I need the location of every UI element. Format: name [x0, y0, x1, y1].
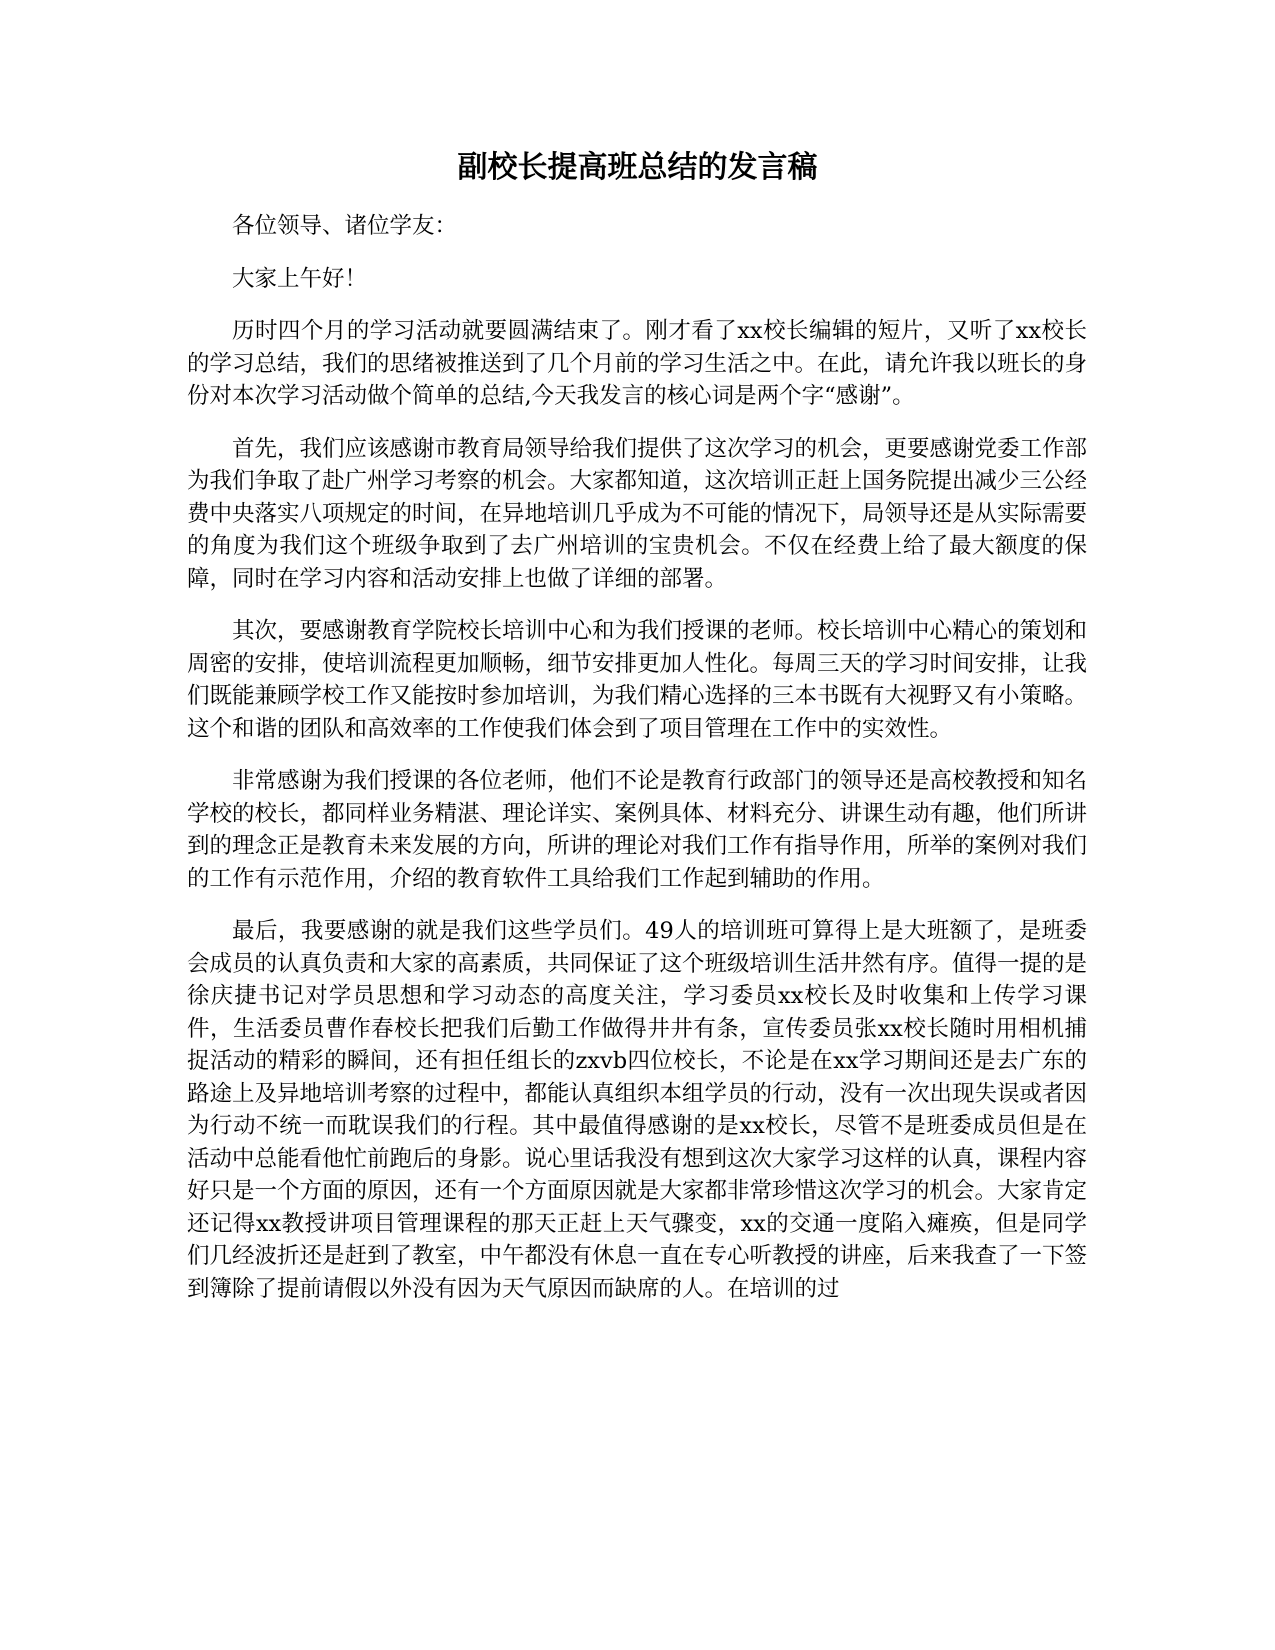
greeting-paragraph: 大家上午好！ [232, 265, 368, 292]
body-paragraph: 其次，要感谢教育学院校长培训中心和为我们授课的老师。校长培训中心精心的策划和周密的安排，使培训流程更加顺畅，细节安排更加人性化。每周三天的学习时间安排，让我们既能兼顾学校工作又能按时参加培训，为我们精心选择的三本书既有大视野又有小策略。这个和谐的团队和高效率的工作使我们体会到了项目管理在工作中的实效性。 [187, 618, 1088, 742]
body-paragraph: 首先，我们应该感谢市教育局领导给我们提供了这次学习的机会，更要感谢党委工作部为我们争取了赴广州学习考察的机会。大家都知道，这次培训正赶上国务院提出减少三公经费中央落实八项规定的时间，在异地培训几乎成为不可能的情况下，局领导还是从实际需要的角度为我们这个班级争取到了去广州培训的宝贵机会。不仅在经费上给了最大额度的保障，同时在学习内容和活动安排上也做了详细的部署。 [187, 435, 1088, 592]
document-title: 副校长提高班总结的发言稿 [457, 150, 818, 185]
body-paragraph: 最后，我要感谢的就是我们这些学员们。49人的培训班可算得上是大班额了，是班委会成员的认真负责和大家的高素质，共同保证了这个班级培训生活井然有序。值得一提的是徐庆捷书记对学员思想和学习动态的高度关注，学习委员xx校长及时收集和上传学习课件，生活委员曹作春校长把我们后勤工作做得井井有条，宣传委员张xx校长随时用相机捕捉活动的精彩的瞬间，还有担任组长的zxvb四位校长，不论是在xx学习期间还是去广东的路途上及异地培训考察的过程中，都能认真组织本组学员的行动，没有一次出现失误或者因为行动不统一而耽误我们的行程。其中最值得感谢的是xx校长，尽管不是班委成员但是在活动中总能看他忙前跑后的身影。说心里话我没有想到这次大家学习这样的认真，课程内容好只是一个方面的原因，还有一个方面原因就是大家都非常珍惜这次学习的机会。大家肯定还记得xx教授讲项目管理课程的那天正赶上天气骤变，xx的交通一度陷入瘫痪，但是同学们几经波折还是赶到了教室，中午都没有休息一直在专心听教授的讲座，后来我查了一下签到簿除了提前请假以外没有因为天气原因而缺席的人。在培训的过 [187, 918, 1088, 1302]
document-body [187, 210, 1087, 1325]
salutation-paragraph: 各位领导、诸位学友： [232, 213, 458, 239]
body-paragraph: 历时四个月的学习活动就要圆满结束了。刚才看了xx校长编辑的短片，又听了xx校长的学习总结，我们的思绪被推送到了几个月前的学习生活之中。在此，请允许我以班长的身份对本次学习活动做个简单的总结,今天我发言的核心词是两个字“感谢”。 [187, 318, 1088, 409]
body-paragraph: 非常感谢为我们授课的各位老师，他们不论是教育行政部门的领导还是高校教授和知名学校的校长，都同样业务精湛、理论详实、案例具体、材料充分、讲课生动有趣，他们所讲到的理念正是教育未来发展的方向，所讲的理论对我们工作有指导作用，所举的案例对我们的工作有示范作用，介绍的教育软件工具给我们工作起到辅助的作用。 [187, 768, 1088, 892]
